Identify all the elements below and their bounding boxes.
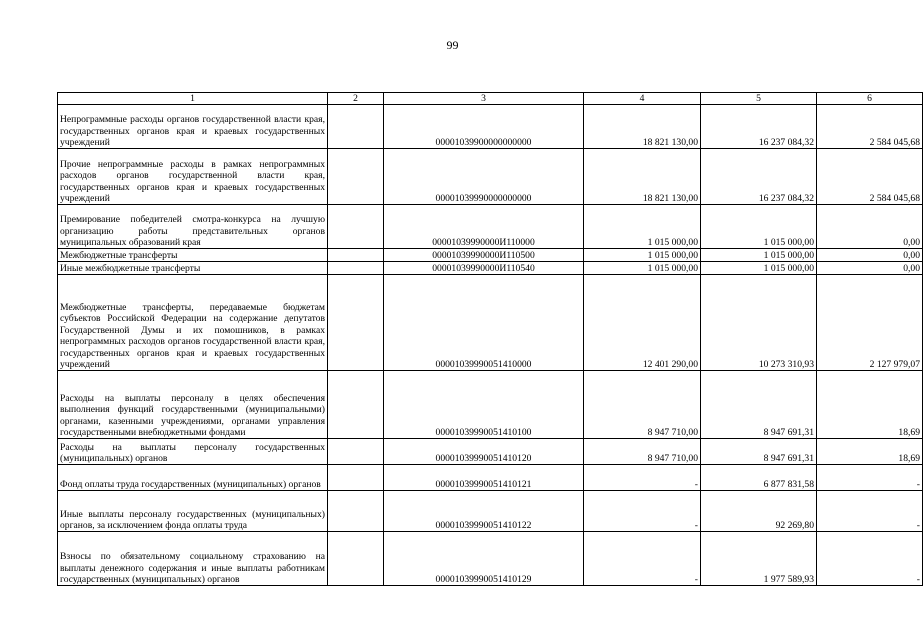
row-name: Расходы на выплаты персоналу в целях обеспечения выполнения функций государственными (муниципальными) органами, казенными учреждениями, органами управления государственными внебюджетными фондами [58, 371, 328, 439]
row-plan: 1 015 000,00 [584, 262, 701, 275]
table-row [58, 491, 923, 532]
row-code: 00001039990000И110500 [384, 249, 584, 262]
table-row [58, 205, 923, 249]
row-diff: 0,00 [817, 262, 923, 275]
table-row [58, 105, 923, 149]
row-plan: 8 947 710,00 [584, 439, 701, 465]
row-diff: 0,00 [817, 205, 923, 249]
row-fact: 8 947 691,31 [701, 371, 817, 439]
row-name: Иные выплаты персоналу государственных (муниципальных) органов, за исключением фонда оплаты труда [58, 491, 328, 532]
row-name: Непрограммные расходы органов государственной власти края, государственных органов края и краевых государственных учреждений [58, 105, 328, 149]
row-name: Межбюджетные трансферты, передаваемые бюджетам субъектов Российской Федерации на содержание депутатов Государственной Думы и их помошников, в рамках непрограммных расходов органов государственной власти края, государственных органов края и краевых государственных учреждений [58, 275, 328, 371]
row-col2 [328, 371, 384, 439]
row-col2 [328, 249, 384, 262]
row-plan: 8 947 710,00 [584, 371, 701, 439]
row-code: 00001039990000И110000 [384, 205, 584, 249]
row-name: Прочие непрограммные расходы в рамках непрограммных расходов органов государственной власти края, государственных органов края и краевых государственных учреждений [58, 149, 328, 205]
column-header-1: 1 [58, 93, 328, 105]
table-row [58, 275, 923, 371]
row-col2 [328, 149, 384, 205]
row-code: 00001039990051410000 [384, 275, 584, 371]
row-col2 [328, 262, 384, 275]
row-code: 00001039990051410120 [384, 439, 584, 465]
row-plan: - [584, 465, 701, 491]
table-row [58, 149, 923, 205]
row-col2 [328, 205, 384, 249]
row-diff: 0,00 [817, 249, 923, 262]
row-fact: 6 877 831,58 [701, 465, 817, 491]
table-row [58, 262, 923, 275]
table-row [58, 532, 923, 586]
row-col2 [328, 465, 384, 491]
row-fact: 16 237 084,32 [701, 149, 817, 205]
row-fact: 1 015 000,00 [701, 262, 817, 275]
row-plan: 1 015 000,00 [584, 249, 701, 262]
row-name: Иные межбюджетные трансферты [58, 262, 328, 275]
row-name: Расходы на выплаты персоналу государственных (муниципальных) органов [58, 439, 328, 465]
row-diff: - [817, 532, 923, 586]
table-row [58, 465, 923, 491]
row-plan: - [584, 491, 701, 532]
row-code: 00001039990000И110540 [384, 262, 584, 275]
row-name: Межбюджетные трансферты [58, 249, 328, 262]
row-code: 00001039990000000000 [384, 149, 584, 205]
row-code: 00001039900000000000 [384, 105, 584, 149]
row-fact: 8 947 691,31 [701, 439, 817, 465]
budget-table [57, 92, 923, 586]
row-plan: 12 401 290,00 [584, 275, 701, 371]
row-fact: 1 977 589,93 [701, 532, 817, 586]
row-plan: - [584, 532, 701, 586]
row-fact: 1 015 000,00 [701, 205, 817, 249]
column-header-6: 6 [817, 93, 923, 105]
row-name: Взносы по обязательному социальному страхованию на выплаты денежного содержания и иные выплаты работникам государственных (муниципальных) органов [58, 532, 328, 586]
column-header-3: 3 [384, 93, 584, 105]
row-code: 00001039990051410121 [384, 465, 584, 491]
row-diff: - [817, 491, 923, 532]
row-fact: 1 015 000,00 [701, 249, 817, 262]
row-plan: 18 821 130,00 [584, 149, 701, 205]
row-diff: 2 584 045,68 [817, 105, 923, 149]
row-code: 00001039990051410122 [384, 491, 584, 532]
row-diff: 2 584 045,68 [817, 149, 923, 205]
row-col2 [328, 532, 384, 586]
row-plan: 18 821 130,00 [584, 105, 701, 149]
column-header-5: 5 [701, 93, 817, 105]
table-row [58, 249, 923, 262]
row-diff: 2 127 979,07 [817, 275, 923, 371]
row-name: Фонд оплаты труда государственных (муниципальных) органов [58, 465, 328, 491]
row-fact: 10 273 310,93 [701, 275, 817, 371]
page-number: 99 [446, 38, 459, 52]
row-col2 [328, 105, 384, 149]
row-col2 [328, 439, 384, 465]
row-diff: 18,69 [817, 371, 923, 439]
row-fact: 92 269,80 [701, 491, 817, 532]
column-header-2: 2 [328, 93, 384, 105]
column-header-4: 4 [584, 93, 701, 105]
row-code: 00001039990051410129 [384, 532, 584, 586]
row-diff: - [817, 465, 923, 491]
row-fact: 16 237 084,32 [701, 105, 817, 149]
row-col2 [328, 275, 384, 371]
header-row [58, 93, 923, 105]
row-diff: 18,69 [817, 439, 923, 465]
row-code: 00001039990051410100 [384, 371, 584, 439]
row-col2 [328, 491, 384, 532]
row-plan: 1 015 000,00 [584, 205, 701, 249]
table-row [58, 371, 923, 439]
row-name: Премирование победителей смотра-конкурса на лучшую организацию работы представительных органов муниципальных образований края [58, 205, 328, 249]
table-row [58, 439, 923, 465]
